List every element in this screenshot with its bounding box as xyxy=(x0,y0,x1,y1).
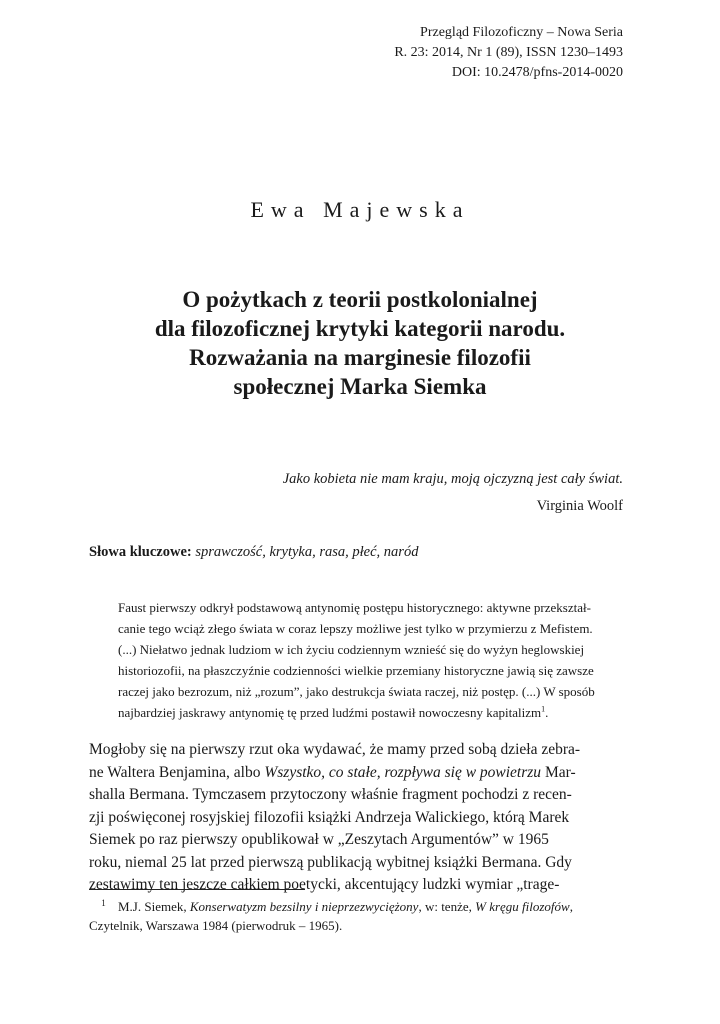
title-line: społecznej Marka Siemka xyxy=(233,374,487,399)
footnote-line-1: 1 M.J. Siemek, Konserwatyzm bezsilny i nieprzezwyciężony, w: tenże, W kręgu filozofów, xyxy=(101,897,573,914)
quote-line: historiozofii, na płaszczyźnie codzienności wielkie przemiany historyczne jawią się zawsze xyxy=(118,663,594,678)
body-paragraph xyxy=(89,739,622,897)
quote-line: canie tego wciąż złego świata w coraz lepszy możliwe jest tylko w przymierzu z Mefistem. xyxy=(118,621,593,636)
title-line: O pożytkach z teorii postkolonialnej xyxy=(182,287,538,312)
keywords xyxy=(89,544,418,561)
footnote-ref[interactable]: 1 xyxy=(541,704,546,714)
article-title xyxy=(80,285,640,401)
quote-line: najbardziej jaskrawy antynomię tę przed ludźmi postawił nowoczesny kapitalizm xyxy=(118,705,542,720)
footnote-text: , w: tenże, xyxy=(418,899,476,914)
keywords-values: sprawczość, krytyka, rasa, płeć, naród xyxy=(195,544,419,560)
footnote xyxy=(89,897,622,935)
body-line: zji poświęconej rosyjskiej filozofii książki Andrzeja Walickiego, którą Marek xyxy=(89,808,570,826)
quote-line: raczej jako bezrozum, niż „rozum”, jako destrukcja świata raczej, niż postęp. (...) W sposób xyxy=(118,684,595,699)
block-quote xyxy=(118,597,622,723)
body-line: Mogłoby się na pierwszy rzut oka wydawać, że mamy przed sobą dzieła zebra- xyxy=(89,741,581,758)
journal-header xyxy=(394,23,623,83)
quote-line: Faust pierwszy odkrył podstawową antynomię postępu historycznego: aktywne przekształ- xyxy=(118,600,591,615)
journal-name: Przegląd Filozoficzny – Nowa Seria xyxy=(420,25,623,40)
body-line: Siemek po raz pierwszy opublikował w „Zeszytach Argumentów” w 1965 xyxy=(89,831,549,848)
doi: DOI: 10.2478/pfns-2014-0020 xyxy=(451,65,623,80)
epigraph-quote: Jako kobieta nie mam kraju, moją ojczyzną jest cały świat. xyxy=(282,471,623,487)
quote-line: (...) Niełatwo jednak ludziom w ich życiu codziennym wznieść się do wyżyn heglowskiej xyxy=(118,642,585,657)
quote-line-last: najbardziej jaskrawy antynomię tę przed ludźmi postawił nowoczesny kapitalizm$^1$. xyxy=(118,704,549,720)
footnote-author: M.J. Siemek, xyxy=(118,899,190,914)
body-text-run: Mar- xyxy=(541,763,576,781)
body-line-2 xyxy=(89,762,622,785)
body-line: zestawimy ten jeszcze całkiem poetycki, akcentujący ludzki wymiar „trage- xyxy=(89,876,560,893)
footnote-text: , xyxy=(569,899,573,914)
keywords-label: Słowa kluczowe: xyxy=(89,544,192,560)
footnote-book: W kręgu filozofów xyxy=(475,899,570,914)
title-line: Rozważania na marginesie filozofii xyxy=(189,345,531,370)
epigraph-author: Virginia Woolf xyxy=(536,498,623,514)
body-line: roku, niemal 25 lat przed pierwszą publikacją wybitnej książki Bermana. Gdy xyxy=(89,853,572,871)
body-text-run: ne Waltera Benjamina, albo xyxy=(89,763,265,781)
footnote-divider xyxy=(89,889,305,890)
footnote-work: Konserwatyzm bezsilny i nieprzezwyciężony xyxy=(189,899,419,914)
footnote-line-2: Czytelnik, Warszawa 1984 (pierwodruk – 1965). xyxy=(89,918,343,933)
title-line: dla filozoficznej krytyki kategorii narodu. xyxy=(154,316,566,341)
author-name: Ewa Majewska xyxy=(250,197,470,222)
cited-title: Wszystko, co stałe, rozpływa się w powietrzu xyxy=(264,763,542,781)
epigraph xyxy=(283,466,623,520)
journal-issue: R. 23: 2014, Nr 1 (89), ISSN 1230–1493 xyxy=(394,45,623,60)
body-line: shalla Bermana. Tymczasem przytoczony właśnie fragment pochodzi z recen- xyxy=(89,786,572,803)
